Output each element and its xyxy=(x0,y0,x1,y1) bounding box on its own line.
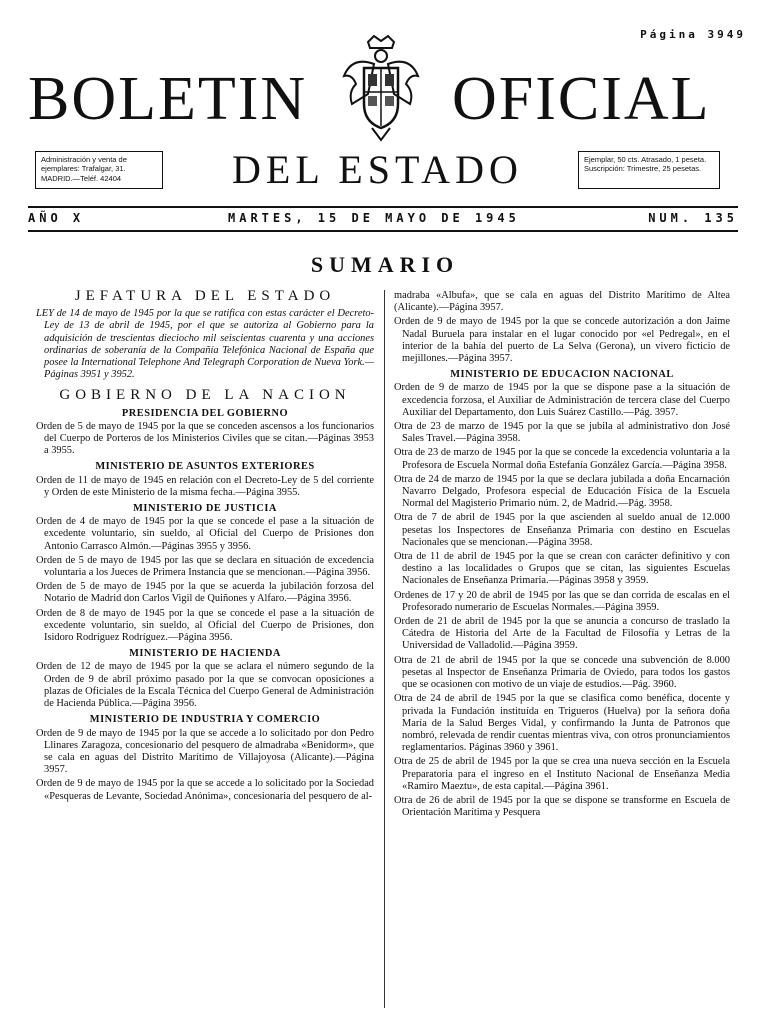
list-item: Otra de 23 de marzo de 1945 por la que se jubila al administrativo don José Sales Travel.—Página 3958. xyxy=(394,421,730,445)
page-number: Página 3949 xyxy=(640,28,746,41)
list-item: Otra de 23 de marzo de 1945 por la que se concede la excedencia voluntaria a la Profesora de Escuela Normal doña Estefanía González García.—Página 3958. xyxy=(394,447,730,471)
list-item: Orden de 9 de marzo de 1945 por la que se dispone pase a la situación de excedencia forzosa, el Auxiliar de Administración de tercera clase del Cuerpo Auxiliar del Departamento, don Luis Suárez Castillo.—Pág. 3957. xyxy=(394,382,730,418)
list-item: Orden de 9 de mayo de 1945 por la que se accede a lo solicitado por don Pedro Llinares Zaragoza, concesionario del pesquero de almadraba «Benidorm», que se cala en aguas del Distrito Marítimo de Villajoyosa (Alicante).—Página 3957. xyxy=(36,727,374,776)
list-item: Orden de 9 de mayo de 1945 por la que se concede autorización a don Jaime Nadal Buruela para instalar en el lugar conocido por «el Pedregal», en el interior de la bahía del puerto de La Selva (Gerona), un vivero ficticio de mejillones.—Página 3957. xyxy=(394,316,730,365)
title-oficial: OFICIAL xyxy=(452,65,711,133)
list-item: Orden de 21 de abril de 1945 por la que se anuncia a concurso de traslado la Cátedra de Historia del Arte de la Facultad de Filosofía y Letras de la Universidad de Valladolid.—Página 3959. xyxy=(394,616,730,652)
rule-bottom xyxy=(28,230,738,232)
year-label: AÑO X xyxy=(28,211,85,225)
list-item: Orden de 11 de mayo de 1945 en relación con el Decreto-Ley de 5 del corriente y Orden de este Ministerio de la misma fecha.—Página 3955. xyxy=(36,474,374,498)
ministry-heading: MINISTERIO DE EDUCACION NACIONAL xyxy=(450,369,674,381)
list-item: LEY de 14 de mayo de 1945 por la que se ratifica con estas carácter el Decreto-Ley de 13 de abril de 1945, por el que se autoriza al Gobierno para la adquisición de trescientas dieciocho mil seiscientas cuarenta y una acciones ordinarias de soberanía de la Compañía Telefónica Nacional de España que posee la International Telephone And Telegraph Corporation de Nueva York.—Páginas 3951 y 3952. xyxy=(36,308,374,381)
list-item: Ordenes de 17 y 20 de abril de 1945 por las que se dan corrida de escalas en el Profesorado numerario de Escuelas Normales.—Página 3959. xyxy=(394,589,730,613)
list-item: Otra de 24 de marzo de 1945 por la que se declara jubilada a doña Encarnación Navarro Delgado, Profesora especial de Educación Física de la Escuela Normal del Magisterio Primario núm. 2, de Madrid.—Pág. 3958. xyxy=(394,473,730,510)
admin-box: Administración y venta de ejemplares: Trafalgar, 31. MADRID.—Teléf. 42404 xyxy=(35,151,163,189)
list-item: Orden de 8 de mayo de 1945 por la que se concede el pase a la situación de excedente voluntario, sin sueldo, al Oficial del Cuerpo de Prisiones, don Isidoro Rodríguez Rodríguez.—Página 3956. xyxy=(36,607,374,644)
summary-title: SUMARIO xyxy=(310,252,460,277)
coat-of-arms-icon xyxy=(338,34,424,144)
list-item: Otra de 24 de abril de 1945 por la que se clasifica como benéfica, docente y privada la Fundación instituída en Trigueros (Huelva) por la señora doña María de la Salud Berges Vidal, y confirmando la Junta de Patronos que nombró, relevada de rendir cuentas mientras viva, con otros pronunciamientos reglamentarios. Páginas 3960 y 3961. xyxy=(394,693,730,754)
rule-top xyxy=(28,206,738,208)
list-item: madraba «Albufa», que se cala en aguas del Distrito Marítimo de Altea (Alicante).—Página 3957. xyxy=(394,290,730,314)
ministry-heading: MINISTERIO DE INDUSTRIA Y COMERCIO xyxy=(89,714,321,726)
section-gobierno: GOBIERNO DE LA NACION xyxy=(59,387,351,404)
list-item: Otra de 25 de abril de 1945 por la que se crea una nueva sección en la Escuela Preparatoria para el ingreso en el Instituto Nacional de Enseñanza Media «Ramiro Maeztu», de esta capital.—Página 3961. xyxy=(394,756,730,792)
list-item: Otra de 11 de abril de 1945 por la que se crean con carácter definitivo y con destino a las localidades o Grupos que se citan, las siguientes Escuelas Nacionales de Enseñanza Primaria.—Páginas 3958 y 3959. xyxy=(394,551,730,587)
ministry-heading: MINISTERIO DE HACIENDA xyxy=(129,648,281,660)
title-boletin: BOLETIN xyxy=(28,65,308,133)
list-item: Orden de 5 de mayo de 1945 por la que se conceden ascensos a los funcionarios del Cuerpo de Porteros de los Ministerios Civiles que se citan.—Páginas 3953 a 3955. xyxy=(36,420,374,457)
right-column xyxy=(394,290,730,821)
list-item: Otra de 26 de abril de 1945 por la que se dispone se transforme en Escuela de Orientación Marítima y Pesquera xyxy=(394,794,730,819)
issue-number: NUM. 135 xyxy=(648,211,738,225)
dateline xyxy=(28,211,738,227)
list-item: Orden de 12 de mayo de 1945 por la que se aclara el número segundo de la Orden de 9 de abril próximo pasado por la que se convocan oposiciones a plazas de Oficiales de la Escala Técnica del Cuerpo General de Administración de Hacienda Pública.—Página 3956. xyxy=(36,661,374,710)
price-box: Ejemplar, 50 cts. Atrasado, 1 peseta. Suscripción: Trimestre, 25 pesetas. xyxy=(578,151,720,189)
list-item: Otra de 21 de abril de 1945 por la que se concede una subvención de 8.000 pesetas al Inspector de Enseñanza Primaria de Oviedo, para todos los gastos que se ocasionen con motivo de un viaje de estudios.—Pág. 3960. xyxy=(394,654,730,691)
list-item: Orden de 9 de mayo de 1945 por la que se accede a lo solicitado por la Sociedad «Pesqueras de Levante, Sociedad Anónima», concesionaria del pesquero de al- xyxy=(36,778,374,802)
list-item: Orden de 4 de mayo de 1945 por la que se concede el pase a la situación de excedente voluntario, sin sueldo, al Oficial del Cuerpo de Prisiones don Antonio Carrasco Almón.—Páginas 3955 y 3956. xyxy=(36,516,374,552)
ministry-heading: PRESIDENCIA DEL GOBIERNO xyxy=(121,407,289,419)
list-item: Orden de 5 de mayo de 1945 por las que se declara en situación de excedencia voluntaria a los Jueces de Primera Instancia que se mencionan.—Página 3956. xyxy=(36,554,374,579)
ministry-heading: MINISTERIO DE JUSTICIA xyxy=(133,503,277,515)
list-item: Orden de 5 de mayo de 1945 por la que se acuerda la jubilación forzosa del Notario de Madrid don Carlos Vigil de Quiñones y Alfaro.—Página 3956. xyxy=(36,581,374,605)
column-divider xyxy=(384,290,385,1008)
issue-date: MARTES, 15 DE MAYO DE 1945 xyxy=(228,211,520,225)
list-item: Otra de 7 de abril de 1945 por la que ascienden al sueldo anual de 12.000 pesetas los Inspectores de Enseñanza Primaria con destino en Escuelas Nacionales que se mencionan.—Página 3958. xyxy=(394,512,730,548)
left-column xyxy=(36,290,374,805)
subtitle-del-estado: DEL ESTADO xyxy=(232,147,523,192)
section-jefatura: JEFATURA DEL ESTADO xyxy=(74,288,336,304)
ministry-heading: MINISTERIO DE ASUNTOS EXTERIORES xyxy=(95,461,315,473)
